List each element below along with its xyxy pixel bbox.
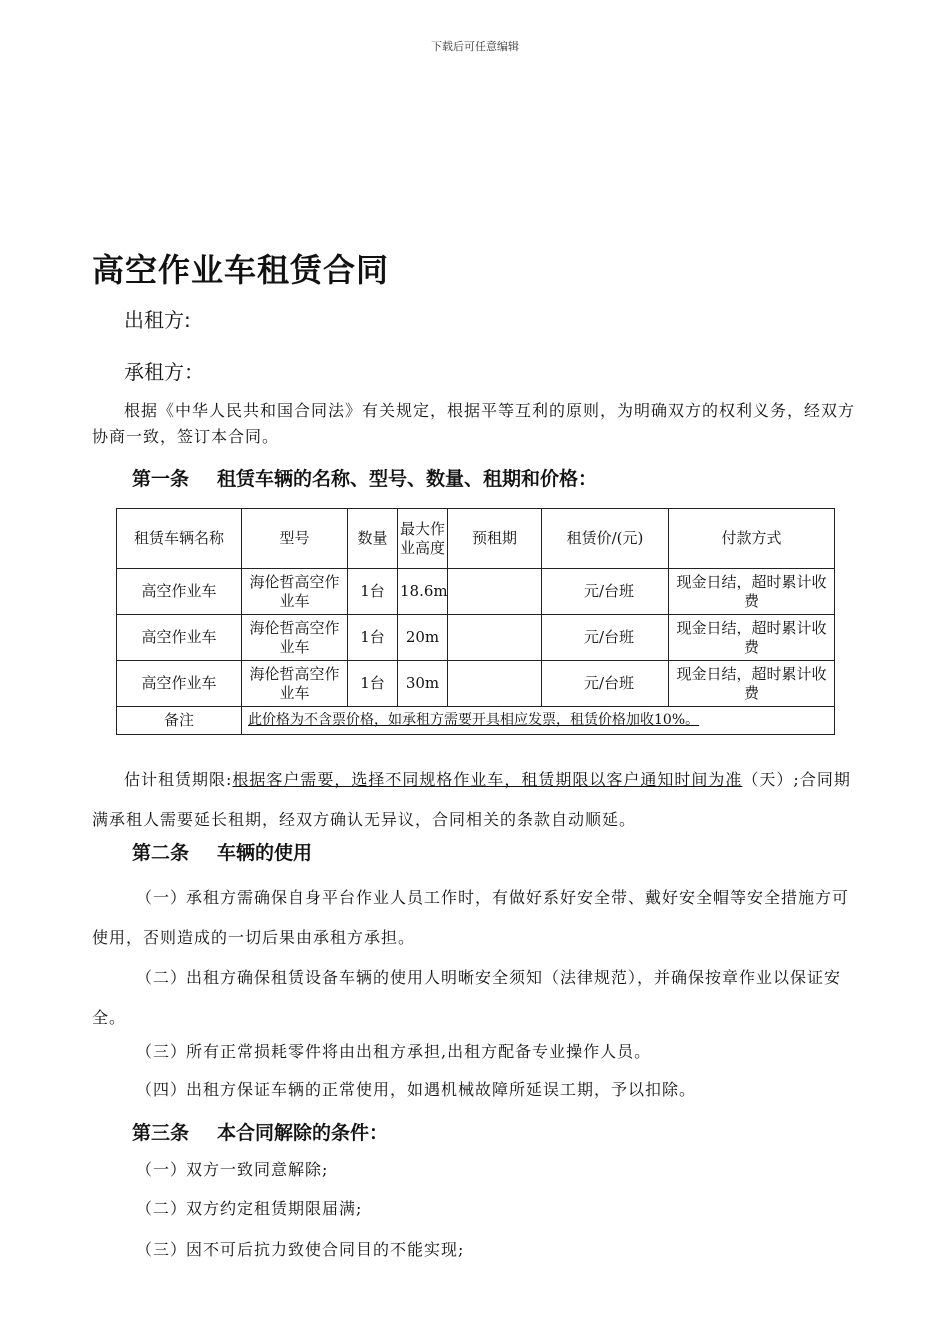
list-item: [92, 958, 860, 1038]
article-1-title: 租赁车辆的名称、型号、数量、租期和价格：: [217, 468, 598, 490]
header-price: 租赁价/(元): [542, 509, 669, 569]
cell-quantity: 1台: [348, 569, 398, 615]
rental-table: [116, 508, 835, 735]
cell-period: [448, 661, 542, 707]
cell-period: [448, 615, 542, 661]
header-quantity: 数量: [348, 509, 398, 569]
article-3-number: 第三条: [132, 1122, 190, 1144]
list-item: [92, 1237, 860, 1263]
document-title: 高空作业车租赁合同: [92, 251, 390, 289]
lease-term-underlined: 根据客户需要，选择不同规格作业车，租赁期限以客户通知时间为准: [232, 770, 743, 789]
cell-price: 元/台班: [542, 569, 669, 615]
item-text: 出租方确保租赁设备车辆的使用人明晰安全须知（法律规范），并确保按章作业以保证安全。: [92, 968, 842, 1027]
cell-payment: 现金日结，超时累计收费: [669, 661, 835, 707]
item-text: 出租方保证车辆的正常使用，如遇机械故障所延误工期，予以扣除。: [186, 1080, 697, 1099]
header-period: 预租期: [448, 509, 542, 569]
item-text: 因不可后抗力致使合同目的不能实现;: [186, 1240, 465, 1259]
item-text: 所有正常损耗零件将由出租方承担,出租方配备专业操作人员。: [186, 1042, 652, 1061]
article-2-number: 第二条: [132, 842, 190, 864]
lease-term-paragraph: [92, 760, 860, 840]
cell-model: 海伦哲高空作业车: [242, 615, 348, 661]
cell-price: 元/台班: [542, 615, 669, 661]
list-item: [92, 1077, 860, 1103]
cell-price: 元/台班: [542, 661, 669, 707]
cell-payment: 现金日结，超时累计收费: [669, 615, 835, 661]
item-number: （三）: [136, 1042, 188, 1061]
intro-paragraph: 根据《中华人民共和国合同法》有关规定，根据平等互利的原则，为明确双方的权利义务，经双方协商一致，签订本合同。: [92, 401, 856, 446]
item-number: （三）: [136, 1240, 188, 1259]
list-item: [92, 1157, 860, 1183]
note-text: 此价格为不含票价格，如承租方需要开具相应发票，租赁价格加收10%。: [242, 707, 835, 735]
note-label: 备注: [117, 707, 242, 735]
item-number: （二）: [136, 968, 188, 987]
list-item: [92, 1039, 860, 1065]
lessor-label: 出租方:: [124, 308, 191, 332]
article-2-title: 车辆的使用: [217, 842, 313, 864]
cell-quantity: 1台: [348, 661, 398, 707]
lease-term-label: 估计租赁期限:: [124, 770, 233, 789]
cell-vehicle-name: 高空作业车: [117, 569, 242, 615]
item-number: （四）: [136, 1080, 188, 1099]
table-row: [117, 569, 835, 615]
cell-vehicle-name: 高空作业车: [117, 661, 242, 707]
item-text: 双方一致同意解除;: [186, 1160, 329, 1179]
cell-quantity: 1台: [348, 615, 398, 661]
header-model: 型号: [242, 509, 348, 569]
article-1-number: 第一条: [132, 468, 190, 490]
cell-model: 海伦哲高空作业车: [242, 569, 348, 615]
list-item: [92, 1196, 860, 1222]
cell-height: 30m: [398, 661, 448, 707]
table-row: [117, 615, 835, 661]
article-2-heading: [132, 838, 312, 865]
lessee-label: 承租方：: [124, 360, 204, 384]
page-header-note: 下载后可任意编辑: [431, 40, 519, 53]
item-number: （一）: [136, 888, 188, 907]
item-text: 双方约定租赁期限届满;: [186, 1199, 363, 1218]
table-row: [117, 661, 835, 707]
header-max-height: 最大作业高度: [398, 509, 448, 569]
item-number: （一）: [136, 1160, 188, 1179]
article-1-heading: [132, 464, 597, 491]
lease-term-rest: （天）;合同期满承租人需要延长租期，经双方确认无异议，合同相关的条款自动顺延。: [92, 770, 851, 829]
list-item: [92, 878, 860, 958]
item-number: （二）: [136, 1199, 188, 1218]
article-3-heading: [132, 1118, 388, 1145]
cell-height: 18.6m: [398, 569, 448, 615]
table-header-row: [117, 509, 835, 569]
cell-height: 20m: [398, 615, 448, 661]
header-payment: 付款方式: [669, 509, 835, 569]
article-3-title: 本合同解除的条件：: [217, 1122, 389, 1144]
cell-vehicle-name: 高空作业车: [117, 615, 242, 661]
item-text: 承租方需确保自身平台作业人员工作时，有做好系好安全带、戴好安全帽等安全措施方可使用，否则造成的一切后果由承租方承担。: [92, 888, 850, 947]
cell-payment: 现金日结，超时累计收费: [669, 569, 835, 615]
cell-model: 海伦哲高空作业车: [242, 661, 348, 707]
table-note-row: [117, 707, 835, 735]
cell-period: [448, 569, 542, 615]
header-vehicle-name: 租赁车辆名称: [117, 509, 242, 569]
